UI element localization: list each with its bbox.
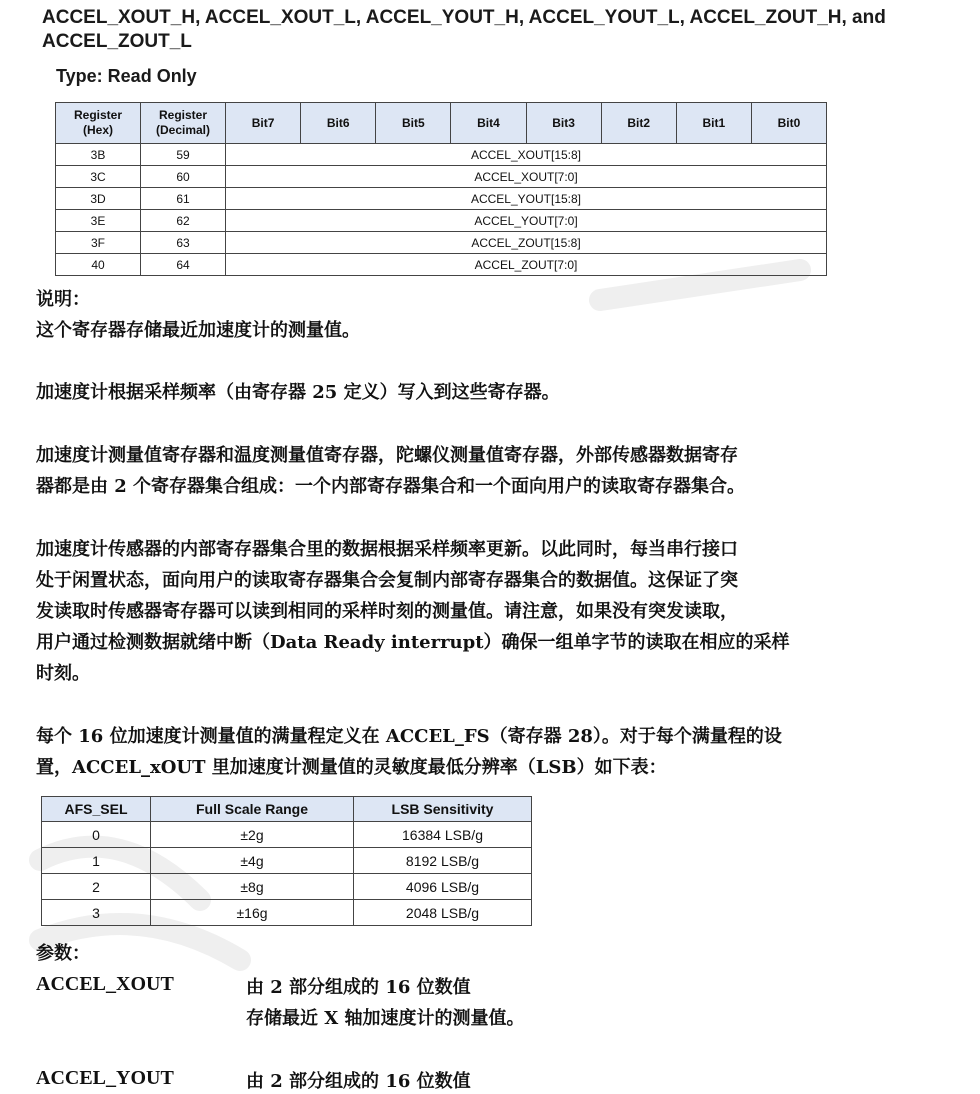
- cell-field: ACCEL_XOUT[7:0]: [226, 166, 827, 188]
- param-name-accel-xout: ACCEL_XOUT: [36, 973, 174, 995]
- table-row: [42, 822, 532, 848]
- cell-range: ±8g: [151, 874, 354, 900]
- cell-afs-sel: 0: [42, 822, 151, 848]
- description-paragraph-5-line-2: 置，ACCEL_xOUT 里加速度计测量值的灵敏度最低分辨率（LSB）如下表：: [36, 757, 667, 778]
- header-lsb-sensitivity: LSB Sensitivity: [354, 797, 532, 822]
- header-afs-sel: AFS_SEL: [42, 797, 151, 822]
- full-scale-table-header: [42, 797, 532, 822]
- cell-field: ACCEL_XOUT[15:8]: [226, 144, 827, 166]
- cell-lsb: 4096 LSB/g: [354, 874, 532, 900]
- description-paragraph-4-line-4: 用户通过检测数据就绪中断（Data Ready interrupt）确保一组单字节的读取在相应的采样: [36, 632, 790, 653]
- cell-range: ±16g: [151, 900, 354, 926]
- cell-range: ±4g: [151, 848, 354, 874]
- cell-dec: 64: [141, 254, 226, 276]
- cell-dec: 60: [141, 166, 226, 188]
- header-register-hex: Register (Hex): [56, 103, 141, 144]
- header-bit3: Bit3: [526, 103, 601, 144]
- parameters-label: 参数：: [36, 943, 90, 964]
- section-heading: ACCEL_XOUT_H, ACCEL_XOUT_L, ACCEL_YOUT_H, ACCEL_YOUT_L, ACCEL_ZOUT_H, and ACCEL_ZOUT_L: [42, 7, 886, 52]
- register-table: [55, 102, 827, 276]
- cell-afs-sel: 3: [42, 900, 151, 926]
- header-bit4: Bit4: [451, 103, 526, 144]
- table-row: [56, 232, 827, 254]
- cell-lsb: 2048 LSB/g: [354, 900, 532, 926]
- table-row: [56, 210, 827, 232]
- description-paragraph-4-line-2: 处于闲置状态，面向用户的读取寄存器集合会复制内部寄存器集合的数据值。这保证了突: [36, 570, 738, 591]
- cell-lsb: 8192 LSB/g: [354, 848, 532, 874]
- cell-lsb: 16384 LSB/g: [354, 822, 532, 848]
- cell-dec: 62: [141, 210, 226, 232]
- description-paragraph-3-line-1: 加速度计测量值寄存器和温度测量值寄存器，陀螺仪测量值寄存器，外部传感器数据寄存: [36, 445, 738, 466]
- cell-afs-sel: 2: [42, 874, 151, 900]
- header-bit6: Bit6: [301, 103, 376, 144]
- header-bit0: Bit0: [751, 103, 826, 144]
- header-register-decimal: Register (Decimal): [141, 103, 226, 144]
- param-desc-accel-yout-line-1: 由 2 部分组成的 16 位数值: [246, 1071, 471, 1092]
- cell-field: ACCEL_YOUT[15:8]: [226, 188, 827, 210]
- cell-dec: 61: [141, 188, 226, 210]
- table-row: [56, 166, 827, 188]
- header-bit2: Bit2: [601, 103, 676, 144]
- table-row: [56, 254, 827, 276]
- cell-hex: 3B: [56, 144, 141, 166]
- cell-hex: 3E: [56, 210, 141, 232]
- cell-hex: 3D: [56, 188, 141, 210]
- cell-dec: 63: [141, 232, 226, 254]
- cell-hex: 40: [56, 254, 141, 276]
- cell-dec: 59: [141, 144, 226, 166]
- full-scale-table: [41, 796, 532, 926]
- description-paragraph-4-line-1: 加速度计传感器的内部寄存器集合里的数据根据采样频率更新。以此同时，每当串行接口: [36, 539, 738, 560]
- register-type: Type: Read Only: [56, 66, 197, 86]
- table-row: [56, 188, 827, 210]
- header-bit7: Bit7: [226, 103, 301, 144]
- description-paragraph-3-line-2: 器都是由 2 个寄存器集合组成：一个内部寄存器集合和一个面向用户的读取寄存器集合。: [36, 476, 746, 497]
- description-paragraph-4-line-3: 发读取时传感器寄存器可以读到相同的采样时刻的测量值。请注意，如果没有突发读取，: [36, 601, 738, 622]
- header-bit1: Bit1: [676, 103, 751, 144]
- description-label: 说明：: [36, 289, 90, 310]
- cell-field: ACCEL_ZOUT[15:8]: [226, 232, 827, 254]
- register-table-header: [56, 103, 827, 144]
- param-desc-accel-xout-line-2: 存储最近 X 轴加速度计的测量值。: [246, 1008, 525, 1029]
- description-paragraph-1: 这个寄存器存储最近加速度计的测量值。: [36, 320, 360, 341]
- description-paragraph-5-line-1: 每个 16 位加速度计测量值的满量程定义在 ACCEL_FS（寄存器 28）。对于每个满量程的设: [36, 726, 782, 747]
- cell-field: ACCEL_YOUT[7:0]: [226, 210, 827, 232]
- param-desc-accel-xout-line-1: 由 2 部分组成的 16 位数值: [246, 977, 471, 998]
- param-name-accel-yout: ACCEL_YOUT: [36, 1067, 174, 1089]
- description-paragraph-4-line-5: 时刻。: [36, 663, 90, 684]
- cell-afs-sel: 1: [42, 848, 151, 874]
- table-row: [56, 144, 827, 166]
- table-row: [42, 848, 532, 874]
- description-paragraph-2: 加速度计根据采样频率（由寄存器 25 定义）写入到这些寄存器。: [36, 382, 560, 403]
- cell-range: ±2g: [151, 822, 354, 848]
- table-row: [42, 874, 532, 900]
- header-full-scale-range: Full Scale Range: [151, 797, 354, 822]
- cell-hex: 3C: [56, 166, 141, 188]
- header-bit5: Bit5: [376, 103, 451, 144]
- cell-field: ACCEL_ZOUT[7:0]: [226, 254, 827, 276]
- cell-hex: 3F: [56, 232, 141, 254]
- table-row: [42, 900, 532, 926]
